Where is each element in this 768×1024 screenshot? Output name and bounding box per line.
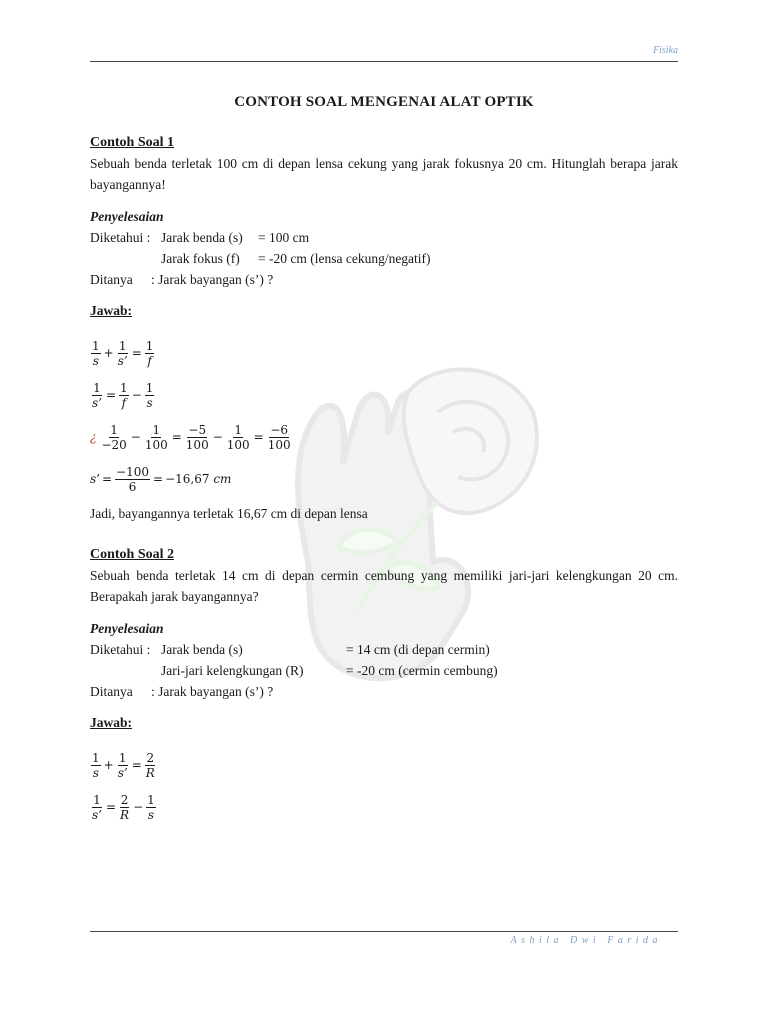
problem1-conclusion: Jadi, bayangannya terletak 16,67 cm di depan lensa [90, 506, 368, 521]
page-title: CONTOH SOAL MENGENAI ALAT OPTIK [234, 94, 534, 110]
known-value: = 14 cm (di depan cermin) [346, 642, 490, 657]
problem1-equation-4: s’ = $\frac{-100}{6}$ = −16,67 cm [90, 464, 232, 494]
known-label: Diketahui : [90, 230, 151, 245]
known-name: Jari-jari kelengkungan (R) [161, 663, 304, 678]
known-label: Diketahui : [90, 642, 151, 657]
footer-rule [90, 931, 678, 932]
problem2-heading: Contoh Soal 2 [90, 547, 175, 562]
problem2-question: Sebuah benda terletak 14 cm di depan cermin cembung yang memiliki jari-jari kelengkungan 20 cm. Berapakah jarak bayangannya? [90, 568, 678, 604]
missing-symbol-glyph: ¿ [90, 429, 97, 444]
problem1-known-row-2 [90, 248, 678, 269]
header-rule [90, 61, 678, 62]
known-name: Jarak benda (s) [161, 230, 243, 245]
problem2-asked-row [90, 681, 678, 702]
problem1-solution-heading: Penyelesaian [90, 209, 164, 224]
problem1-heading: Contoh Soal 1 [90, 135, 175, 150]
problem1-equation-1: $\frac{1}{s}$ + $\frac{1}{s’}$ = $\frac{1}{f}$ [92, 338, 154, 368]
problem2-known-row-1 [90, 639, 678, 660]
known-value: = 100 cm [258, 230, 310, 245]
problem1-asked-row [90, 269, 678, 290]
problem2-equation-1: $\frac{1}{s}$ + $\frac{1}{s’}$ = $\frac{2}{R}$ [92, 750, 155, 780]
asked-value: : Jarak bayangan (s’) ? [151, 272, 274, 287]
known-name: Jarak benda (s) [161, 642, 243, 657]
asked-value: : Jarak bayangan (s’) ? [151, 684, 274, 699]
asked-label: Ditanya [90, 272, 133, 287]
known-value: = -20 cm (cermin cembung) [346, 663, 498, 678]
problem2-solution-heading: Penyelesaian [90, 621, 164, 636]
footer-author: Ashila Dwi Farida [510, 935, 662, 946]
known-value: = -20 cm (lensa cekung/negatif) [258, 251, 431, 266]
problem1-question: Sebuah benda terletak 100 cm di depan lensa cekung yang jarak fokusnya 20 cm. Hitunglah berapa jarak bayangannya! [90, 156, 678, 192]
asked-label: Ditanya [90, 684, 133, 699]
problem1-equation-2: $\frac{1}{s’}$ = $\frac{1}{f}$ − $\frac{1}{s}$ [92, 380, 154, 410]
document-body [90, 92, 678, 825]
problem2-answer-heading: Jawab: [90, 715, 133, 730]
problem2-equation-2: $\frac{1}{s’}$ = $\frac{2}{R}$ − $\frac{1}{s}$ [92, 792, 155, 822]
problem2-known-row-2 [90, 660, 678, 681]
known-name: Jarak fokus (f) [161, 251, 240, 266]
problem1-known-row-1 [90, 227, 678, 248]
problem1-answer-heading: Jawab: [90, 303, 133, 318]
header-subject: Fisika [653, 45, 678, 56]
problem1-equation-3: ¿ $\frac{1}{-20}$ − $\frac{1}{100}$ = $\frac{-5}{100}$ − $\frac{1}{100}$ = $\frac{-6}{100}$ [90, 422, 291, 452]
